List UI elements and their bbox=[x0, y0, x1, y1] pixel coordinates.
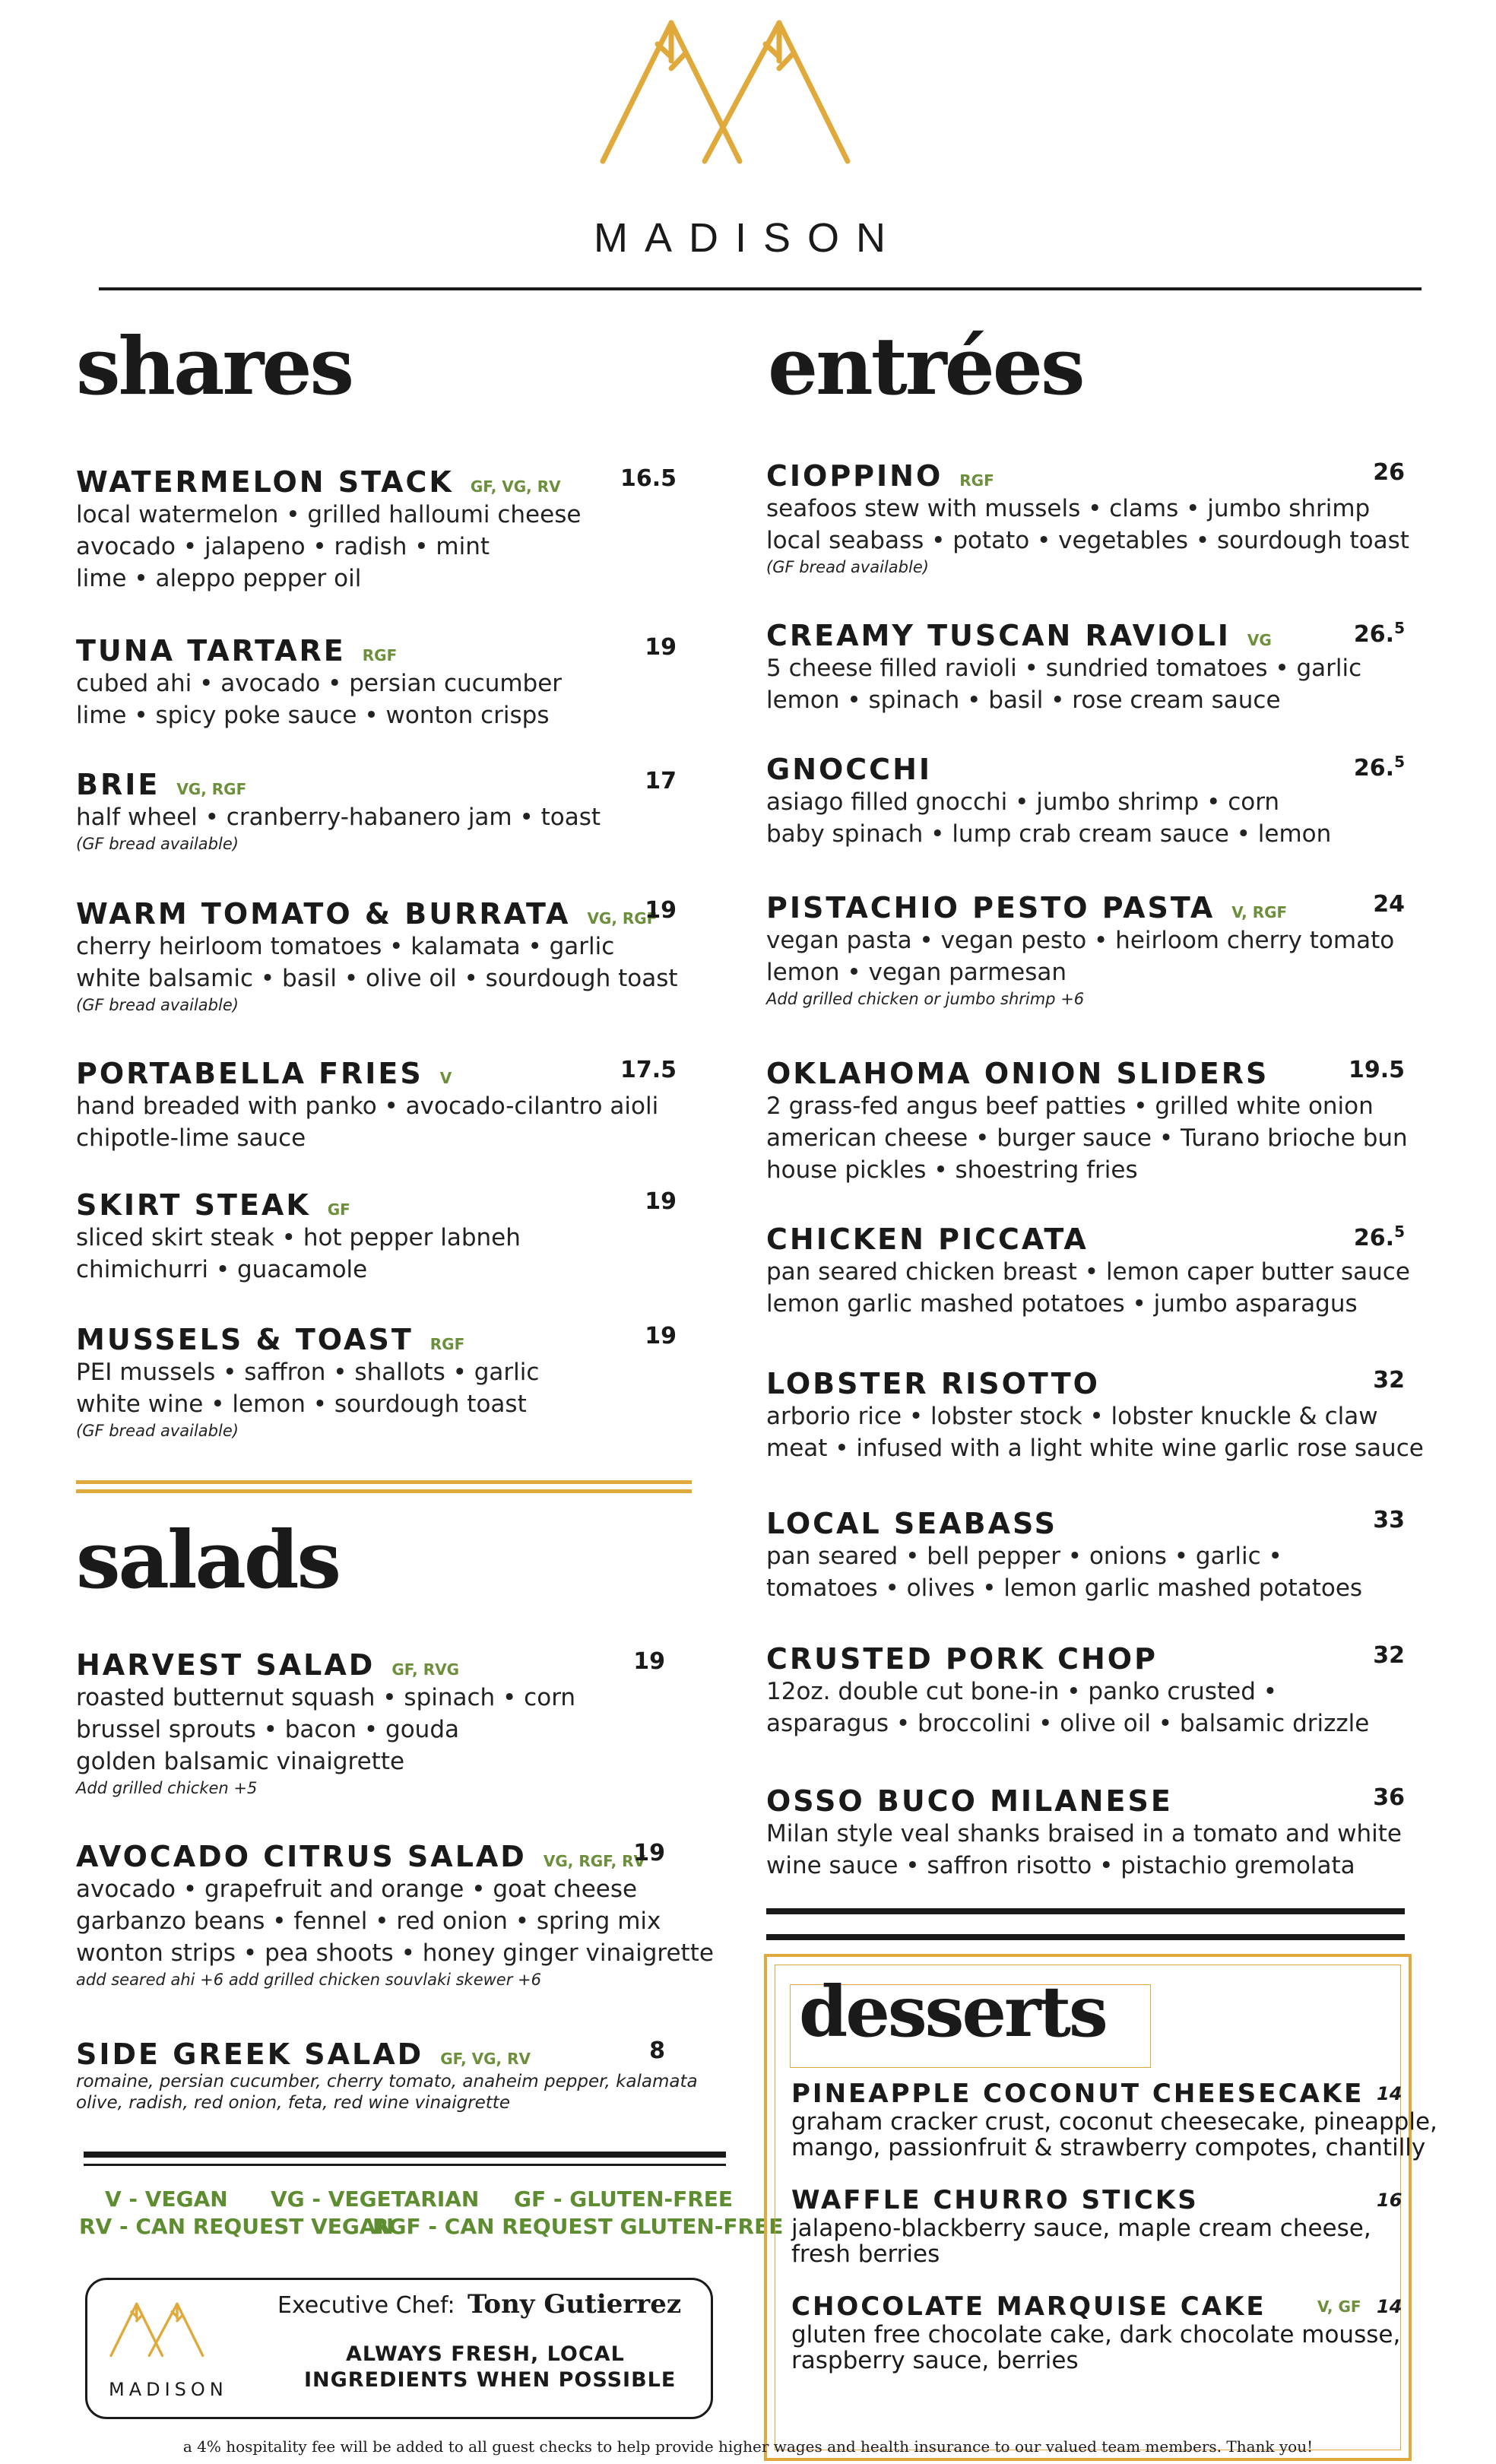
shares-item-header bbox=[76, 465, 677, 499]
entrees-item-price-value: 32 bbox=[1373, 1367, 1405, 1394]
shares-item-description-line: hand breaded with panko • avocado-cilantro aioli bbox=[76, 1092, 659, 1120]
salads-divider bbox=[84, 2152, 726, 2158]
dessert-item bbox=[791, 2291, 1402, 2374]
entrees-item-description-line: baby spinach • lump crab cream sauce • lemon bbox=[766, 820, 1332, 848]
entrees-item-description-line: pan seared • bell pepper • onions • garlic • bbox=[766, 1543, 1282, 1570]
entrees-item-header bbox=[766, 1507, 1405, 1540]
legend-vegetarian: VG - VEGETARIAN bbox=[271, 2187, 480, 2212]
shares-item-description-line: cubed ahi • avocado • persian cucumber bbox=[76, 670, 563, 697]
entrees-item-description-line: vegan pasta • vegan pesto • heirloom cherry tomato bbox=[766, 927, 1395, 954]
dessert-item bbox=[791, 2079, 1437, 2161]
chef-label: Executive Chef: bbox=[277, 2292, 455, 2319]
entrees-item bbox=[766, 891, 1405, 1010]
entrees-item-description-line: local seabass • potato • vegetables • sourdough toast bbox=[766, 527, 1409, 554]
shares-item-price bbox=[620, 465, 677, 492]
entrees-item-description-line: tomatoes • olives • lemon garlic mashed potatoes bbox=[766, 1574, 1363, 1602]
dessert-item-price: 16 bbox=[1377, 2190, 1402, 2211]
entrees-item bbox=[766, 1057, 1408, 1186]
shares-item-price-value: 16.5 bbox=[620, 465, 677, 492]
entrees-item-price bbox=[1354, 619, 1405, 648]
entrees-item-dietary-tags: V, RGF bbox=[1231, 903, 1288, 921]
shares-item-price-value: 17.5 bbox=[620, 1057, 677, 1083]
entrees-item-price bbox=[1373, 1367, 1405, 1394]
shares-item-header bbox=[76, 768, 677, 801]
entrees-item bbox=[766, 1222, 1410, 1320]
entrees-divider bbox=[766, 1908, 1405, 1914]
dessert-item-description-line: graham cracker crust, coconut cheesecake, pineapple, bbox=[791, 2108, 1437, 2136]
legend-vegan: V - VEGAN bbox=[105, 2187, 228, 2212]
entrees-item-name: CRUSTED PORK CHOP bbox=[766, 1642, 1158, 1676]
entrees-item bbox=[766, 1507, 1405, 1604]
entrees-item-name: LOBSTER RISOTTO bbox=[766, 1367, 1100, 1400]
shares-item-description-line: lime • spicy poke sauce • wonton crisps bbox=[76, 702, 550, 729]
shares-item-dietary-tags: GF, VG, RV bbox=[470, 477, 561, 496]
shares-item-name: MUSSELS & TOAST bbox=[76, 1323, 414, 1356]
entrees-item bbox=[766, 619, 1405, 716]
entrees-item-price-value: 26. bbox=[1353, 1225, 1395, 1251]
entrees-item-description-line: 2 grass-fed angus beef patties • grilled white onion bbox=[766, 1092, 1374, 1120]
shares-item-name: WATERMELON STACK bbox=[76, 465, 454, 499]
shares-item-note: (GF bread available) bbox=[76, 996, 239, 1014]
entrees-item-price-value: 24 bbox=[1373, 891, 1405, 918]
shares-item-dietary-tags: VG, RGF bbox=[587, 909, 658, 928]
salads-item-note: add seared ahi +6 add grilled chicken souvlaki skewer +6 bbox=[76, 1971, 541, 1989]
entrees-item-header bbox=[766, 1222, 1405, 1256]
entrees-item-price-cents: 5 bbox=[1394, 753, 1405, 771]
shares-item-dietary-tags: GF bbox=[327, 1200, 350, 1219]
salads-divider-2 bbox=[84, 2164, 726, 2166]
salads-item-price bbox=[633, 1840, 665, 1866]
shares-item-description-line: local watermelon • grilled halloumi cheese bbox=[76, 501, 582, 528]
salads-item-price bbox=[649, 2037, 665, 2064]
shares-item-description-line: avocado • jalapeno • radish • mint bbox=[76, 533, 490, 560]
shares-item-name: BRIE bbox=[76, 768, 160, 801]
salads-item bbox=[76, 1840, 714, 1990]
entrees-item-dietary-tags: RGF bbox=[959, 471, 994, 490]
shares-item-price-value: 19 bbox=[645, 897, 677, 924]
legend-request-vegan: RV - CAN REQUEST VEGAN bbox=[79, 2214, 394, 2239]
entrees-item-price bbox=[1349, 1057, 1405, 1083]
salads-item-price-value: 8 bbox=[649, 2037, 665, 2064]
entrees-item-name: PISTACHIO PESTO PASTA bbox=[766, 891, 1216, 924]
madison-logo-icon bbox=[597, 15, 901, 167]
entrees-item bbox=[766, 1367, 1424, 1464]
salads-item-description-line: roasted butternut squash • spinach • corn bbox=[76, 1684, 576, 1711]
entrees-item-description-line: wine sauce • saffron risotto • pistachio gremolata bbox=[766, 1852, 1355, 1879]
entrees-item-price-value: 19.5 bbox=[1348, 1057, 1405, 1083]
entrees-item-price-value: 26. bbox=[1353, 621, 1395, 648]
entrees-item-name: LOCAL SEABASS bbox=[766, 1507, 1058, 1540]
shares-item bbox=[76, 897, 677, 1016]
shares-item-description-line: white wine • lemon • sourdough toast bbox=[76, 1391, 527, 1418]
entrees-item-header bbox=[766, 619, 1405, 652]
shares-item bbox=[76, 1188, 677, 1286]
entrees-item-header bbox=[766, 891, 1405, 924]
shares-item-price-value: 19 bbox=[645, 1188, 677, 1215]
entrees-item-price bbox=[1373, 891, 1405, 918]
entrees-item-name: OSSO BUCO MILANESE bbox=[766, 1784, 1173, 1818]
shares-item-description-line: cherry heirloom tomatoes • kalamata • garlic bbox=[76, 933, 615, 960]
salads-item-header bbox=[76, 2037, 665, 2071]
entrees-item-price-cents: 5 bbox=[1394, 1222, 1405, 1241]
salads-item-name: AVOCADO CITRUS SALAD bbox=[76, 1840, 527, 1873]
shares-item-header bbox=[76, 634, 677, 668]
dessert-item-name: CHOCOLATE MARQUISE CAKE bbox=[791, 2291, 1266, 2322]
shares-item-name: PORTABELLA FRIES bbox=[76, 1057, 423, 1090]
chef-tagline-2: INGREDIENTS WHEN POSSIBLE bbox=[304, 2368, 677, 2392]
entrees-item-price-cents: 5 bbox=[1394, 619, 1405, 637]
salads-item bbox=[76, 1648, 665, 1799]
entrees-item-note: (GF bread available) bbox=[766, 558, 929, 576]
salads-item-dietary-tags: GF, VG, RV bbox=[440, 2050, 531, 2068]
shares-item-description-line: white balsamic • basil • olive oil • sourdough toast bbox=[76, 965, 678, 992]
shares-item bbox=[76, 1057, 677, 1154]
shares-item-dietary-tags: RGF bbox=[362, 646, 398, 664]
legend-gluten-free: GF - GLUTEN-FREE bbox=[514, 2187, 734, 2212]
entrees-item-description-line: meat • infused with a light white wine garlic rose sauce bbox=[766, 1435, 1424, 1462]
entrees-item-name: CIOPPINO bbox=[766, 459, 943, 493]
section-title-shares: shares bbox=[76, 319, 353, 413]
shares-item-price bbox=[620, 1057, 677, 1083]
shares-item-price bbox=[645, 768, 677, 794]
dessert-item-name: WAFFLE CHURRO STICKS bbox=[791, 2185, 1199, 2215]
entrees-item-header bbox=[766, 459, 1405, 493]
entrees-item-description-line: asparagus • broccolini • olive oil • balsamic drizzle bbox=[766, 1710, 1370, 1737]
shares-item-price bbox=[645, 1188, 677, 1215]
shares-item bbox=[76, 634, 677, 731]
entrees-item-description-line: pan seared chicken breast • lemon caper butter sauce bbox=[766, 1258, 1410, 1286]
legend-request-gluten-free: RGF - CAN REQUEST GLUTEN-FREE bbox=[372, 2214, 784, 2239]
shares-item-name: SKIRT STEAK bbox=[76, 1188, 311, 1222]
shares-item bbox=[76, 465, 677, 595]
entrees-item-description-line: seafoos stew with mussels • clams • jumbo shrimp bbox=[766, 495, 1371, 522]
shares-item-description-line: chimichurri • guacamole bbox=[76, 1256, 368, 1283]
chef-card bbox=[85, 2278, 713, 2419]
entrees-item-price-value: 33 bbox=[1373, 1507, 1405, 1533]
salads-item-header bbox=[76, 1840, 665, 1873]
entrees-item-header bbox=[766, 1642, 1405, 1676]
madison-small-logo-icon bbox=[109, 2295, 223, 2364]
dessert-item-description-line: mango, passionfruit & strawberry compotes, chantilly bbox=[791, 2134, 1426, 2161]
entrees-item-price bbox=[1373, 1507, 1405, 1533]
dessert-item-description-line: fresh berries bbox=[791, 2240, 940, 2268]
salads-item-description-line: avocado • grapefruit and orange • goat cheese bbox=[76, 1876, 638, 1903]
shares-item-price-value: 19 bbox=[645, 1323, 677, 1349]
entrees-item-dietary-tags: VG bbox=[1247, 631, 1272, 649]
section-title-desserts: desserts bbox=[799, 1971, 1106, 2053]
shares-item-name: TUNA TARTARE bbox=[76, 634, 346, 668]
salads-item-note: romaine, persian cucumber, cherry tomato, anaheim pepper, kalamata bbox=[76, 2072, 698, 2091]
entrees-item-header bbox=[766, 1057, 1405, 1090]
entrees-item-note: Add grilled chicken or jumbo shrimp +6 bbox=[766, 990, 1085, 1008]
dessert-item-price: 14 bbox=[1377, 2296, 1402, 2317]
shares-divider bbox=[76, 1480, 692, 1484]
section-title-salads: salads bbox=[76, 1513, 340, 1606]
entrees-item-price bbox=[1373, 1784, 1405, 1811]
dessert-item-name: PINEAPPLE COCONUT CHEESECAKE bbox=[791, 2079, 1364, 2109]
entrees-item-name: CREAMY TUSCAN RAVIOLI bbox=[766, 619, 1231, 652]
dessert-item bbox=[791, 2185, 1402, 2268]
entrees-item-price bbox=[1373, 1642, 1405, 1669]
salads-item-description-line: wonton strips • pea shoots • honey ginger vinaigrette bbox=[76, 1939, 714, 1967]
section-title-entrees: entrées bbox=[768, 319, 1083, 413]
salads-item-header bbox=[76, 1648, 665, 1682]
entrees-item-header bbox=[766, 1367, 1405, 1400]
entrees-item-name: GNOCCHI bbox=[766, 753, 933, 786]
entrees-item-description-line: asiago filled gnocchi • jumbo shrimp • corn bbox=[766, 788, 1280, 816]
salads-item-description-line: garbanzo beans • fennel • red onion • spring mix bbox=[76, 1907, 661, 1935]
entrees-item-description-line: american cheese • burger sauce • Turano brioche bun bbox=[766, 1124, 1408, 1152]
shares-item-description-line: lime • aleppo pepper oil bbox=[76, 565, 362, 592]
salads-item-price bbox=[633, 1648, 665, 1675]
entrees-item-description-line: lemon garlic mashed potatoes • jumbo asparagus bbox=[766, 1290, 1358, 1318]
dessert-item-dietary-tags: V, GF bbox=[1317, 2298, 1361, 2316]
shares-item-header bbox=[76, 1323, 677, 1356]
entrees-item-description-line: arborio rice • lobster stock • lobster knuckle & claw bbox=[766, 1403, 1378, 1430]
salads-item-name: HARVEST SALAD bbox=[76, 1648, 376, 1682]
shares-item-price bbox=[645, 897, 677, 924]
salads-item-price-value: 19 bbox=[633, 1648, 665, 1675]
entrees-item bbox=[766, 1784, 1405, 1882]
entrees-item-header bbox=[766, 753, 1405, 786]
chef-name: Tony Gutierrez bbox=[468, 2289, 682, 2320]
dessert-item-description-line: raspberry sauce, berries bbox=[791, 2347, 1079, 2374]
shares-item-header bbox=[76, 1188, 677, 1222]
salads-item-description-line: brussel sprouts • bacon • gouda bbox=[76, 1716, 460, 1743]
entrees-divider-2 bbox=[766, 1934, 1405, 1940]
shares-item-price bbox=[645, 1323, 677, 1349]
shares-item-description-line: half wheel • cranberry-habanero jam • toast bbox=[76, 804, 601, 831]
entrees-item-description-line: Milan style veal shanks braised in a tomato and white bbox=[766, 1820, 1402, 1847]
header-divider bbox=[99, 287, 1422, 290]
salads-item bbox=[76, 2037, 698, 2114]
dessert-item-price: 14 bbox=[1377, 2083, 1402, 2104]
shares-item-price-value: 19 bbox=[645, 634, 677, 661]
shares-item-price bbox=[645, 634, 677, 661]
salads-item-description-line: golden balsamic vinaigrette bbox=[76, 1748, 405, 1775]
entrees-item-price-value: 32 bbox=[1373, 1642, 1405, 1669]
shares-divider-2 bbox=[76, 1489, 692, 1493]
shares-item-description-line: PEI mussels • saffron • shallots • garlic bbox=[76, 1359, 540, 1386]
salads-item-price-value: 19 bbox=[633, 1840, 665, 1866]
entrees-item-name: OKLAHOMA ONION SLIDERS bbox=[766, 1057, 1269, 1090]
shares-item-dietary-tags: RGF bbox=[429, 1335, 465, 1353]
shares-item-description-line: sliced skirt steak • hot pepper labneh bbox=[76, 1224, 521, 1251]
entrees-item-price-value: 26. bbox=[1353, 755, 1395, 782]
footer-hospitality-note: a 4% hospitality fee will be added to all guest checks to help provide higher wages and health insurance to our valued team members. Thank you! bbox=[182, 2437, 1314, 2456]
shares-item-header bbox=[76, 897, 677, 931]
shares-item-note: (GF bread available) bbox=[76, 835, 239, 853]
shares-item-note: (GF bread available) bbox=[76, 1422, 239, 1440]
shares-item bbox=[76, 768, 677, 855]
shares-item-name: WARM TOMATO & BURRATA bbox=[76, 897, 571, 931]
entrees-item-price bbox=[1354, 1222, 1405, 1251]
entrees-item-description-line: lemon • spinach • basil • rose cream sauce bbox=[766, 687, 1281, 714]
shares-item-dietary-tags: VG, RGF bbox=[176, 780, 247, 798]
salads-item-dietary-tags: VG, RGF, RV bbox=[543, 1852, 646, 1870]
brand-wordmark: MADISON bbox=[593, 215, 903, 261]
entrees-item-price bbox=[1354, 753, 1405, 782]
entrees-item-description-line: 5 cheese filled ravioli • sundried tomatoes • garlic bbox=[766, 655, 1362, 682]
dessert-item-description-line: gluten free chocolate cake, dark chocolate mousse, bbox=[791, 2321, 1401, 2348]
shares-item-description-line: chipotle-lime sauce bbox=[76, 1124, 306, 1152]
shares-item-dietary-tags: V bbox=[439, 1069, 452, 1087]
shares-item-header bbox=[76, 1057, 677, 1090]
entrees-item bbox=[766, 1642, 1405, 1739]
entrees-item bbox=[766, 753, 1405, 850]
entrees-item-price-value: 36 bbox=[1373, 1784, 1405, 1811]
entrees-item-header bbox=[766, 1784, 1405, 1818]
entrees-item-description-line: lemon • vegan parmesan bbox=[766, 959, 1067, 986]
desserts-box bbox=[764, 1954, 1437, 2461]
entrees-item bbox=[766, 459, 1409, 578]
chef-tagline-1: ALWAYS FRESH, LOCAL bbox=[346, 2342, 625, 2366]
entrees-item-price bbox=[1373, 459, 1405, 486]
salads-item-dietary-tags: GF, RVG bbox=[391, 1660, 460, 1679]
dessert-item-description-line: jalapeno-blackberry sauce, maple cream cheese, bbox=[791, 2215, 1371, 2242]
entrees-item-description-line: house pickles • shoestring fries bbox=[766, 1156, 1138, 1184]
salads-item-note: Add grilled chicken +5 bbox=[76, 1779, 258, 1797]
shares-item-price-value: 17 bbox=[645, 768, 677, 794]
entrees-item-name: CHICKEN PICCATA bbox=[766, 1222, 1089, 1256]
entrees-item-description-line: 12oz. double cut bone-in • panko crusted • bbox=[766, 1678, 1278, 1705]
salads-item-note: olive, radish, red onion, feta, red wine vinaigrette bbox=[76, 2093, 510, 2113]
chef-card-brand: MADISON bbox=[109, 2379, 228, 2400]
salads-item-name: SIDE GREEK SALAD bbox=[76, 2037, 424, 2071]
shares-item bbox=[76, 1323, 677, 1441]
entrees-item-price-value: 26 bbox=[1373, 459, 1405, 486]
